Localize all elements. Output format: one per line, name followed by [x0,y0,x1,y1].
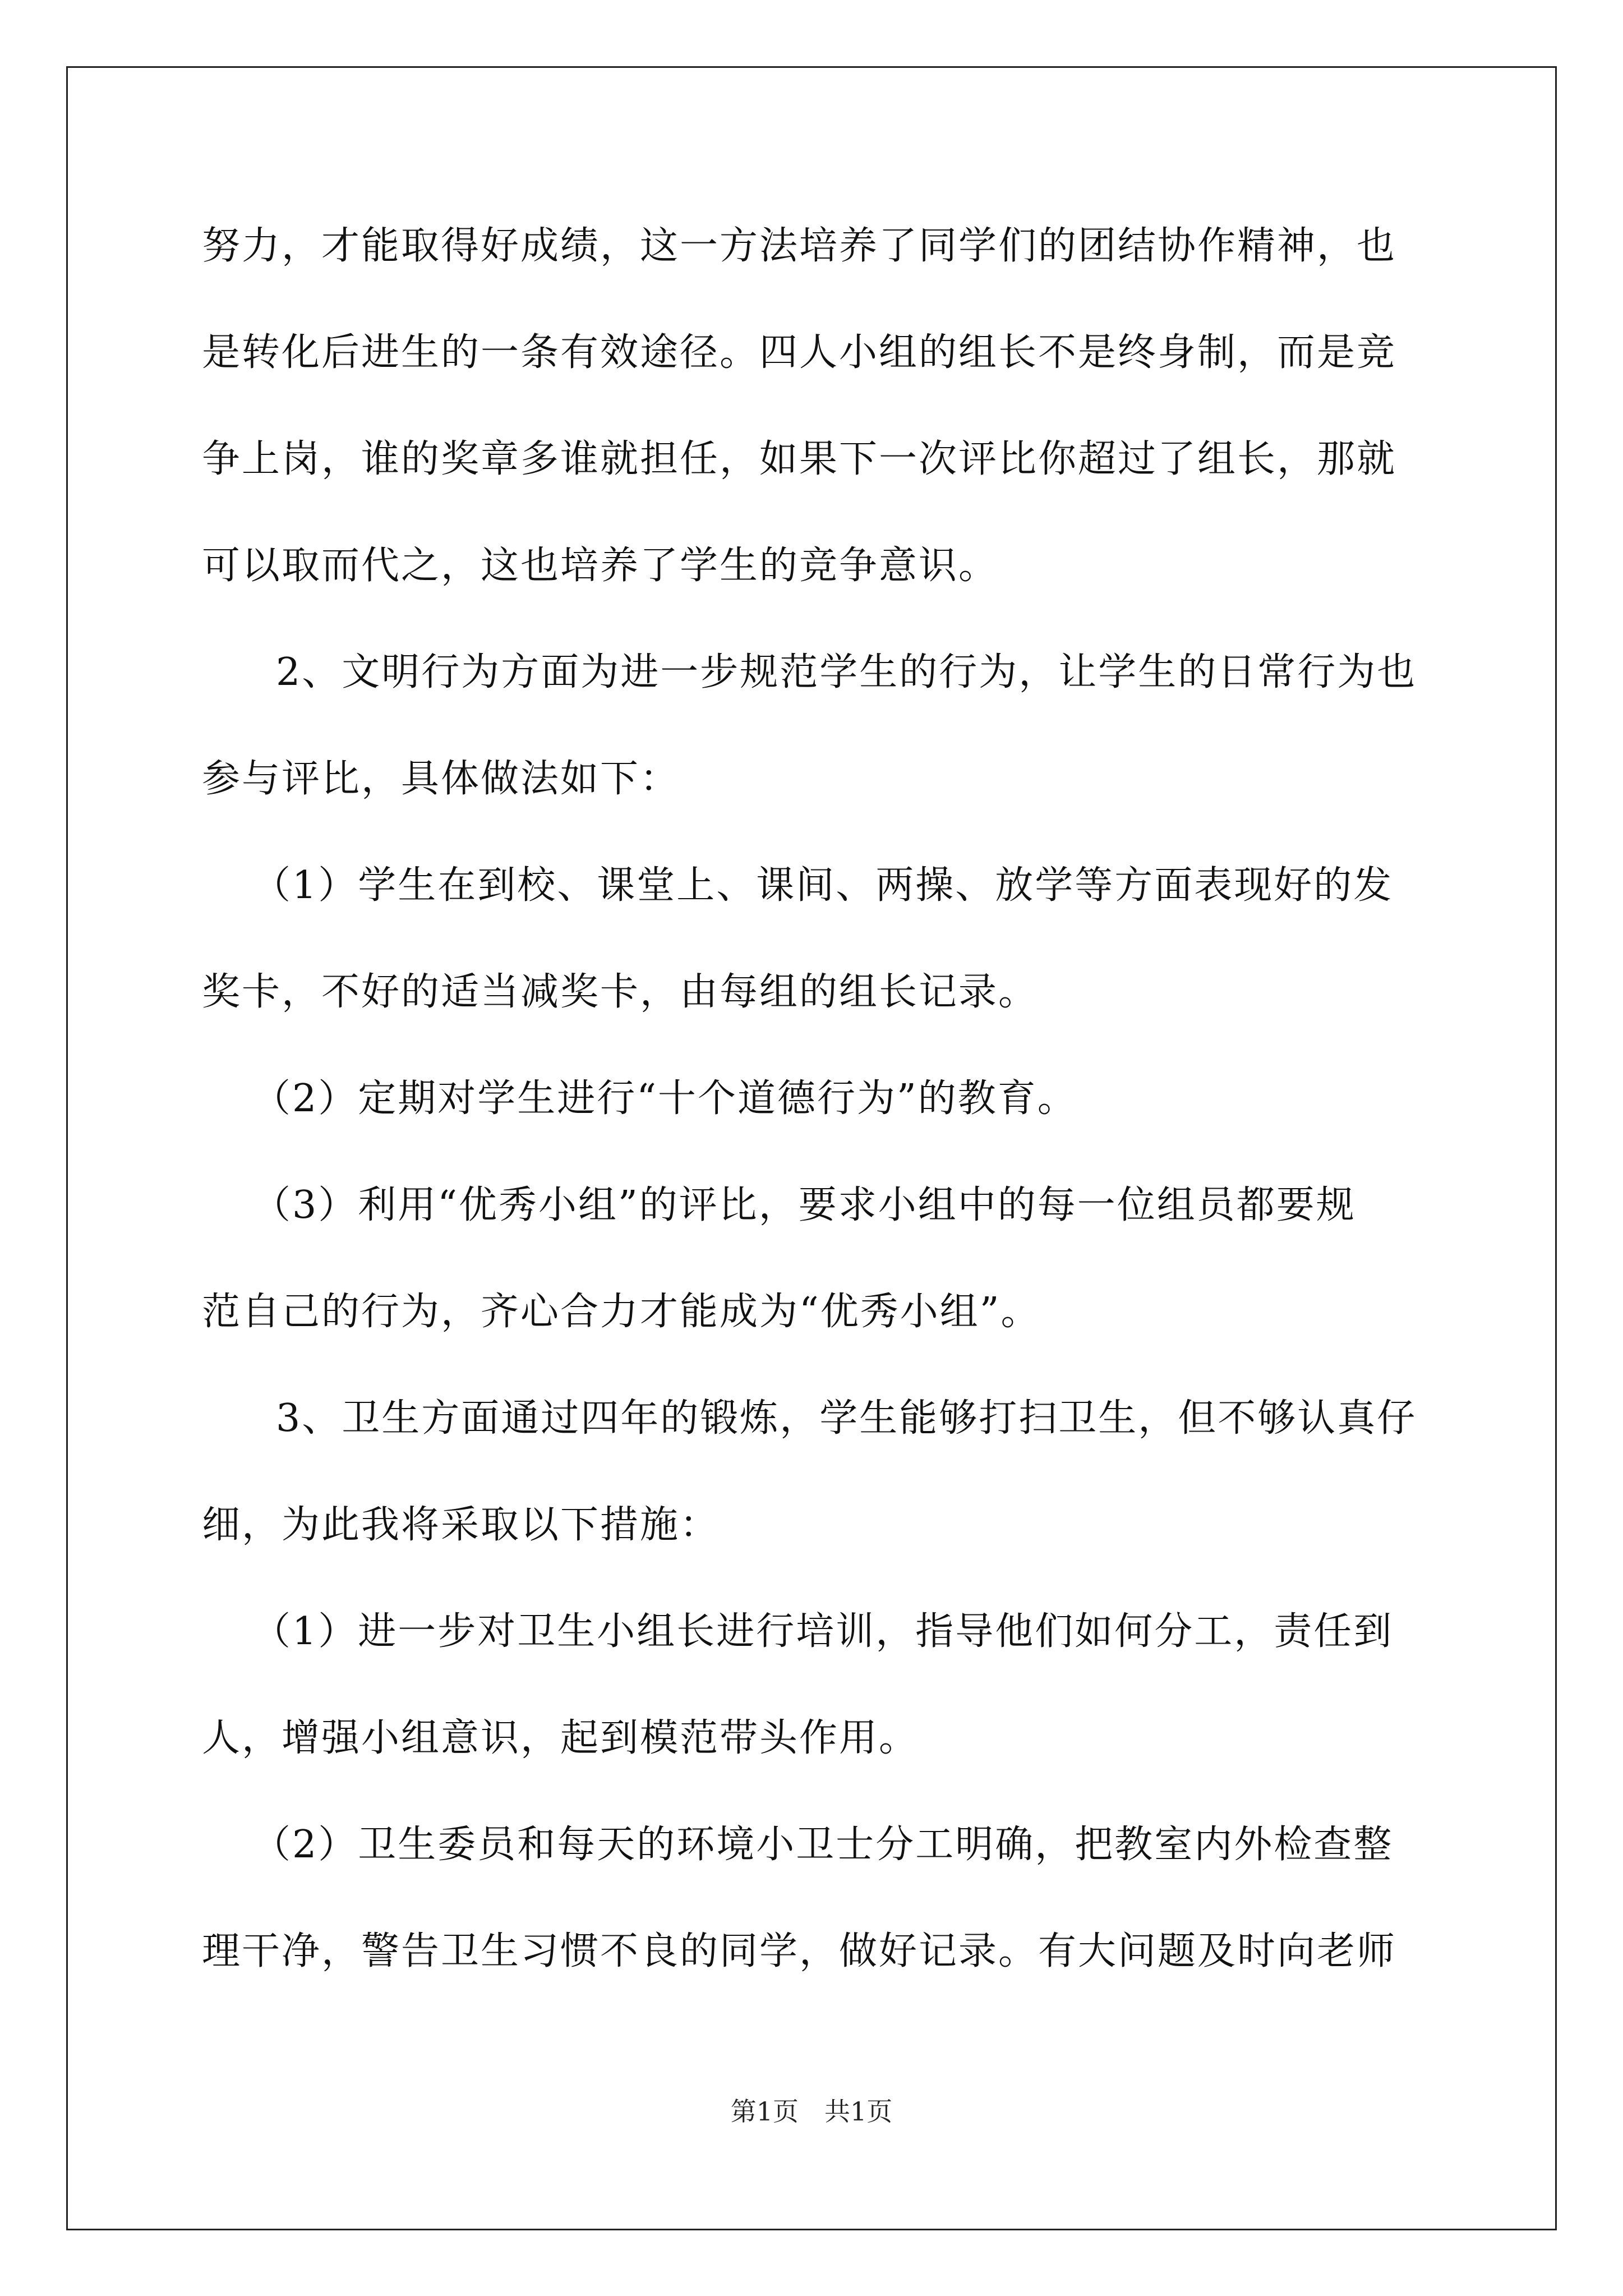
text-line: 努力，才能取得好成绩，这一方法培养了同学们的团结协作精神，也 [202,224,1397,268]
text-line: 范自己的行为，齐心合力才能成为“优秀小组”。 [202,1290,1041,1334]
text-line: 3、卫生方面通过四年的锻炼，学生能够打扫卫生，但不够认真仔 [276,1396,1417,1441]
text-line: 争上岗，谁的奖章多谁就担任，如果下一次评比你超过了组长，那就 [202,437,1397,481]
text-line: （2）定期对学生进行“十个道德行为”的教育。 [252,1076,1077,1121]
text-line: 理干净，警告卫生习惯不良的同学，做好记录。有大问题及时向老师 [202,1929,1397,1973]
text-line: 细，为此我将采取以下措施： [202,1503,720,1547]
text-line: （3）利用“优秀小组”的评比，要求小组中的每一位组员都要规 [252,1183,1356,1227]
text-line: 人，增强小组意识，起到模范带头作用。 [202,1716,919,1760]
text-line: 参与评比，具体做法如下： [202,757,680,801]
text-line: 奖卡，不好的适当减奖卡，由每组的组长记录。 [202,970,1039,1014]
page-number: 第1页 共1页 [730,2096,893,2127]
text-line: 是转化后进生的一条有效途径。四人小组的组长不是终身制，而是竞 [202,330,1397,375]
text-line: （1）进一步对卫生小组长进行培训，指导他们如何分工，责任到 [252,1609,1394,1654]
page-border [66,66,1557,2230]
text-line: （2）卫生委员和每天的环境小卫士分工明确，把教室内外检查整 [252,1823,1394,1867]
text-line: 可以取而代之，这也培养了学生的竞争意识。 [202,544,999,588]
text-line: （1）学生在到校、课堂上、课间、两操、放学等方面表现好的发 [252,863,1394,908]
text-line: 2、文明行为方面为进一步规范学生的行为，让学生的日常行为也 [276,650,1417,694]
